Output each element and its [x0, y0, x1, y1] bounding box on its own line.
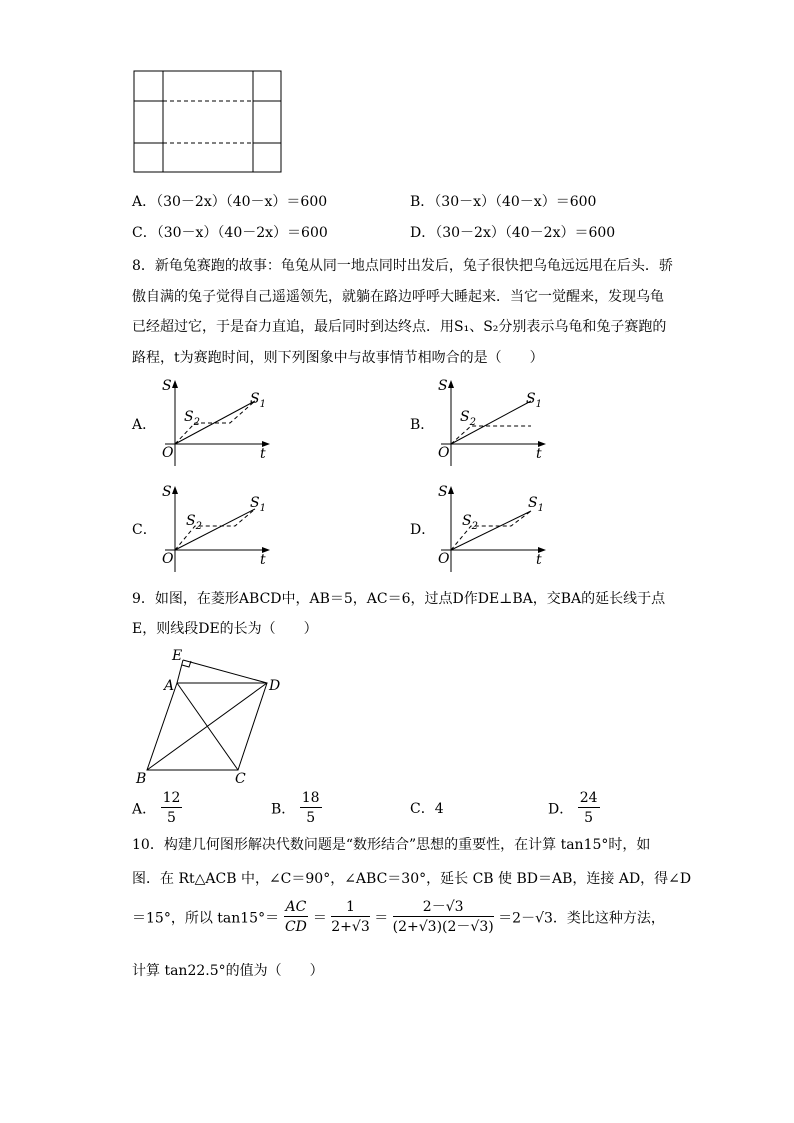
q8-option-c[interactable]: C．: [132, 522, 157, 538]
q8-line-1: 8．新龟兔赛跑的故事：龟兔从同一地点同时出发后，兔子很快把乌龟远远甩在后头．骄: [132, 258, 673, 274]
q8-option-a[interactable]: A．: [132, 417, 157, 433]
s1-label: $S_1$: [250, 391, 266, 410]
s-axis-label: S: [438, 484, 448, 500]
q8-option-d[interactable]: D．: [410, 522, 436, 538]
q8-line-2: 傲自满的兔子觉得自己遥遥领先，就躺在路边呼呼大睡起来．当它一觉醒来，发现乌龟: [132, 289, 664, 305]
q7-option-b[interactable]: B．（30－x）（40－x）＝600: [410, 194, 597, 210]
s1-label: $S_1$: [250, 495, 266, 514]
q7-option-a[interactable]: A．（30－2x）（40－x）＝600: [132, 194, 328, 210]
q9-point-d: D: [269, 678, 281, 694]
q9-option-b[interactable]: B． $\frac{18}{5}$: [271, 790, 320, 826]
q9-option-d[interactable]: D． $\frac{24}{5}$: [548, 790, 598, 826]
s2-label: $S_2$: [184, 409, 200, 428]
t-axis-label: t: [260, 446, 266, 462]
q10-line-1: 10．构建几何图形解决代数问题是“数形结合”思想的重要性，在计算 tan15°时，如: [132, 837, 651, 853]
q10-line-2: 图．在 Rt△ACB 中，∠C＝90°，∠ABC＝30°，延长 CB 使 BD＝AB，连接 AD，得∠D: [132, 871, 692, 887]
s1-label: $S_1$: [528, 495, 544, 514]
q10-line-4: 计算 tan22.5°的值为（ ）: [132, 963, 324, 979]
s1-label: $S_1$: [526, 391, 542, 410]
q9-option-c[interactable]: C．4: [410, 801, 444, 817]
q9-point-c: C: [235, 771, 246, 787]
origin-label: O: [438, 445, 450, 461]
t-axis-label: t: [260, 552, 266, 568]
q8-line-3: 已经超过它，于是奋力直追，最后同时到达终点．用S₁、S₂分别表示乌龟和兔子赛跑的: [132, 319, 667, 335]
q7-option-c[interactable]: C．（30－x）（40－2x）＝600: [132, 225, 328, 241]
q9-point-b: B: [136, 771, 147, 787]
s2-label: $S_2$: [186, 513, 202, 532]
origin-label: O: [162, 445, 174, 461]
q9-point-a: A: [164, 678, 175, 694]
q10-formula: ＝15°，所以 tan15°＝ $\frac{AC}{CD}$ ＝ $\frac{1}{2+√3}$ ＝ $\frac{2-√3}{(2+√3)(2-√3)}$ ＝2－√3．类比这种方法，: [132, 899, 665, 935]
q7-option-d[interactable]: D．（30－2x）（40－2x）＝600: [410, 225, 616, 241]
s-axis-label: S: [162, 378, 172, 394]
s2-label: $S_2$: [462, 513, 478, 532]
q8-option-b[interactable]: B．: [410, 417, 435, 433]
q8-line-4: 路程，t为赛跑时间，则下列图象中与故事情节相吻合的是（ ）: [132, 350, 544, 366]
s-axis-label: S: [162, 484, 172, 500]
q9-point-e: E: [172, 648, 183, 664]
s-axis-label: S: [438, 378, 448, 394]
q9-option-a[interactable]: A． $\frac{12}{5}$: [132, 790, 181, 826]
origin-label: O: [162, 551, 174, 567]
s2-label: $S_2$: [460, 409, 476, 428]
t-axis-label: t: [536, 446, 542, 462]
origin-label: O: [438, 551, 450, 567]
t-axis-label: t: [536, 552, 542, 568]
q9-line-2: E，则线段DE的长为（ ）: [132, 621, 318, 637]
q9-line-1: 9．如图，在菱形ABCD中，AB＝5，AC＝6，过点D作DE⊥BA，交BA的延长线于点: [132, 591, 666, 607]
